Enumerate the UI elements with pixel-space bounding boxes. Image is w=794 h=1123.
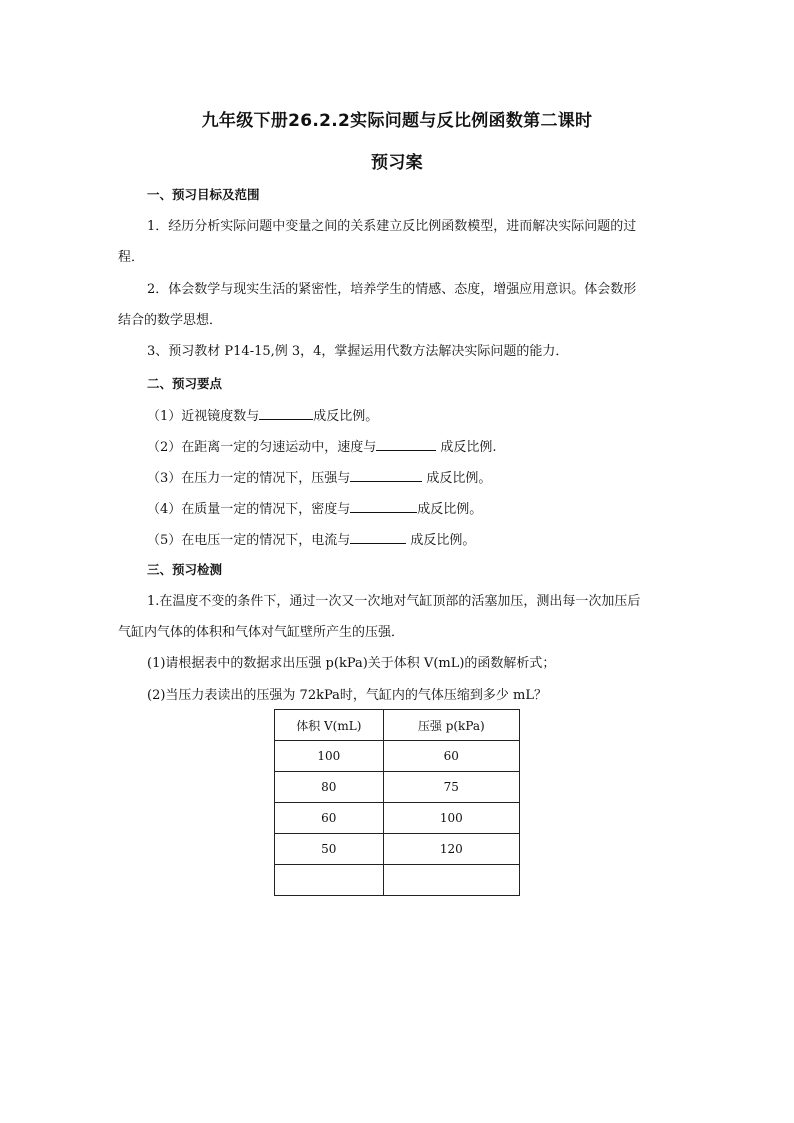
goal2-line2: 结合的数学思想． — [118, 313, 223, 328]
point-5-text: （5）在电压一定的情况下，电流与 — [147, 533, 351, 548]
point-2-text: （2）在距离一定的匀速运动中，速度与 — [147, 440, 377, 455]
point-3-text: （3）在压力一定的情况下，压强与 — [147, 471, 351, 486]
cell-volume: 100 — [275, 741, 384, 772]
header-volume: 体积 V(mL) — [275, 710, 384, 741]
answer-blank-2[interactable] — [376, 437, 436, 451]
cell-volume: 50 — [275, 834, 384, 865]
table-row-empty — [275, 865, 520, 896]
table-row — [275, 741, 520, 772]
answer-blank-3[interactable] — [350, 468, 422, 482]
header-pressure: 压强 p(kPa) — [383, 710, 519, 741]
cell-pressure: 120 — [383, 834, 519, 865]
point-3 — [147, 468, 491, 488]
table-row — [275, 834, 520, 865]
goal2-line1: 2．体会数学与现实生活的紧密性，培养学生的情感、态度，增强应用意识。体会数形 — [147, 282, 637, 297]
table-row — [275, 772, 520, 803]
section2-heading: 二、预习要点 — [147, 376, 223, 391]
cell-volume-empty — [275, 865, 384, 896]
question1-line2: 气缸内气体的体积和气体对气缸壁所产生的压强． — [118, 625, 405, 640]
goal1-line2: 程． — [118, 250, 145, 265]
cell-pressure: 60 — [383, 741, 519, 772]
cell-pressure-empty — [383, 865, 519, 896]
question1-line1: 1.在温度不变的条件下，通过一次又一次地对气缸顶部的活塞加压，测出每一次加压后 — [147, 594, 641, 609]
answer-blank-4[interactable] — [350, 499, 417, 513]
section3-heading: 三、预习检测 — [147, 562, 223, 577]
goal1-line1: 1．经历分析实际问题中变量之间的关系建立反比例函数模型，进而解决实际问题的过 — [147, 219, 637, 234]
subquestion-1: (1)请根据表中的数据求出压强 p(kPa)关于体积 V(mL)的函数解析式； — [147, 656, 556, 671]
point-1-text: （1）近视镜度数与 — [147, 409, 260, 424]
table-header-row — [275, 710, 520, 741]
answer-blank-1[interactable] — [259, 406, 313, 420]
point-2-suffix: 成反比例. — [436, 440, 497, 455]
cell-pressure: 100 — [383, 803, 519, 834]
doc-subtitle: 预习案 — [371, 153, 423, 173]
point-5 — [147, 530, 475, 550]
cell-volume: 60 — [275, 803, 384, 834]
point-4-text: （4）在质量一定的情况下，密度与 — [147, 502, 351, 517]
point-5-suffix: 成反比例。 — [406, 533, 476, 548]
data-table — [274, 709, 520, 896]
doc-title: 九年级下册26.2.2实际问题与反比例函数第二课时 — [201, 111, 593, 131]
point-4-suffix: 成反比例。 — [417, 502, 483, 517]
point-1-suffix: 成反比例。 — [313, 409, 379, 424]
subquestion-2: (2)当压力表读出的压强为 72kPa时，气缸内的气体压缩到多少 mL？ — [147, 688, 547, 703]
point-1 — [147, 406, 378, 426]
point-3-suffix: 成反比例。 — [422, 471, 492, 486]
point-4 — [147, 499, 482, 519]
table-row — [275, 803, 520, 834]
section1-heading: 一、预习目标及范围 — [147, 187, 260, 202]
cell-volume: 80 — [275, 772, 384, 803]
point-2 — [147, 437, 497, 457]
answer-blank-5[interactable] — [350, 530, 406, 544]
goal3: 3、预习教材 P14-15,例 3，4，掌握运用代数方法解决实际问题的能力． — [147, 344, 569, 359]
cell-pressure: 75 — [383, 772, 519, 803]
